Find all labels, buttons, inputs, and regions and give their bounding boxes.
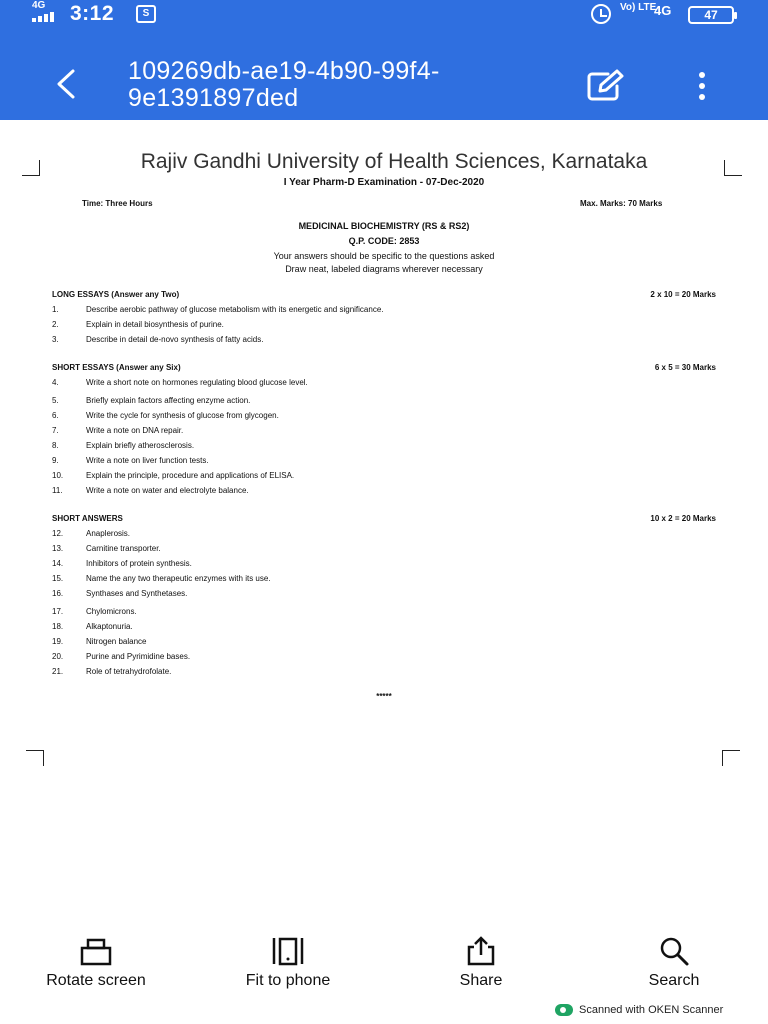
scanner-watermark-text: Scanned with OKEN Scanner bbox=[579, 1004, 724, 1016]
question-text: Alkaptonuria. bbox=[86, 622, 133, 631]
question-text: Chylomicrons. bbox=[86, 607, 137, 616]
question-item bbox=[52, 411, 279, 420]
share-button[interactable] bbox=[401, 934, 561, 994]
question-item bbox=[52, 471, 294, 480]
status-bar bbox=[0, 0, 768, 30]
fit-to-phone-button[interactable] bbox=[208, 934, 368, 994]
share-icon bbox=[464, 935, 498, 967]
section-marks-short-answers: 10 x 2 = 20 Marks bbox=[650, 514, 716, 523]
question-item bbox=[52, 544, 161, 553]
question-item bbox=[52, 486, 249, 495]
end-of-paper-mark: ***** bbox=[376, 692, 392, 701]
instruction-line: Your answers should be specific to the questions asked bbox=[273, 251, 495, 261]
question-number: 17. bbox=[52, 607, 64, 616]
question-number: 13. bbox=[52, 544, 64, 553]
question-text: Synthases and Synthetases. bbox=[86, 589, 188, 598]
question-number: 14. bbox=[52, 559, 64, 568]
question-number: 18. bbox=[52, 622, 64, 631]
section-marks-short-essays: 6 x 5 = 30 Marks bbox=[654, 363, 716, 372]
question-text: Role of tetrahydrofolate. bbox=[86, 667, 172, 676]
question-number: 2. bbox=[52, 320, 59, 329]
question-number: 3. bbox=[52, 335, 59, 344]
question-text: Describe aerobic pathway of glucose metabolism with its energetic and significance. bbox=[86, 305, 384, 314]
question-text: Carnitine transporter. bbox=[86, 544, 161, 553]
question-text: Nitrogen balance bbox=[86, 637, 147, 646]
search-button[interactable] bbox=[594, 934, 754, 994]
question-text: Write a note on DNA repair. bbox=[86, 426, 184, 435]
search-label: Search bbox=[648, 972, 700, 989]
document-viewer[interactable] bbox=[0, 120, 768, 920]
scanner-watermark bbox=[555, 1002, 723, 1018]
bottom-toolbar bbox=[0, 934, 768, 994]
question-text: Write a short note on hormones regulating blood glucose level. bbox=[86, 378, 308, 387]
edit-icon bbox=[584, 68, 626, 104]
question-item bbox=[52, 441, 194, 450]
question-number: 10. bbox=[52, 471, 64, 480]
question-item bbox=[52, 456, 209, 465]
question-number: 9. bbox=[52, 456, 59, 465]
question-item bbox=[52, 396, 250, 405]
back-button[interactable] bbox=[40, 58, 92, 110]
rotate-screen-icon bbox=[76, 936, 116, 966]
question-text: Explain in detail biosynthesis of purine. bbox=[86, 320, 224, 329]
question-text: Purine and Pyrimidine bases. bbox=[86, 652, 191, 661]
status-time: 3:12 bbox=[70, 2, 115, 25]
max-marks: Max. Marks: 70 Marks bbox=[580, 199, 663, 208]
question-item bbox=[52, 607, 137, 616]
rotate-screen-label: Rotate screen bbox=[46, 972, 146, 989]
network-type: 4G bbox=[654, 3, 672, 18]
question-item bbox=[52, 667, 171, 676]
share-label: Share bbox=[459, 972, 503, 989]
signal-bars-icon bbox=[32, 12, 54, 22]
fit-to-phone-label: Fit to phone bbox=[245, 972, 331, 989]
question-text: Inhibitors of protein synthesis. bbox=[86, 559, 192, 568]
university-name: Rajiv Gandhi University of Health Sciences, Karnataka bbox=[140, 150, 648, 173]
app-header bbox=[0, 0, 768, 120]
question-number: 19. bbox=[52, 637, 64, 646]
question-item bbox=[52, 574, 271, 583]
network-label: 4G bbox=[32, 0, 46, 11]
qp-code: Q.P. CODE: 2853 bbox=[348, 236, 420, 246]
question-number: 5. bbox=[52, 396, 59, 405]
question-item bbox=[52, 529, 130, 538]
question-number: 11. bbox=[52, 486, 63, 495]
question-text: Name the any two therapeutic enzymes with its use. bbox=[86, 574, 271, 583]
document-title: 109269db-ae19-4b90-99f4-9e1391897ded bbox=[128, 57, 440, 112]
question-number: 20. bbox=[52, 652, 64, 661]
section-title-long-essays: LONG ESSAYS (Answer any Two) bbox=[52, 290, 180, 299]
rotate-screen-button[interactable] bbox=[16, 934, 176, 994]
question-text: Briefly explain factors affecting enzyme action. bbox=[86, 396, 251, 405]
question-text: Anaplerosis. bbox=[86, 529, 131, 538]
more-options-button[interactable] bbox=[684, 64, 720, 108]
notification-icon: S bbox=[136, 5, 156, 23]
question-item bbox=[52, 335, 263, 344]
battery-icon: 47 bbox=[688, 6, 734, 24]
question-text: Explain briefly atherosclerosis. bbox=[86, 441, 195, 450]
search-icon bbox=[657, 935, 691, 967]
question-item bbox=[52, 426, 183, 435]
scanner-logo-icon bbox=[555, 1004, 573, 1016]
subject-title: MEDICINAL BIOCHEMISTRY (RS & RS2) bbox=[298, 221, 470, 231]
question-number: 21. bbox=[52, 667, 64, 676]
question-item bbox=[52, 652, 190, 661]
instruction-line: Draw neat, labeled diagrams wherever necessary bbox=[285, 264, 483, 274]
question-number: 6. bbox=[52, 411, 59, 420]
crop-mark-bottom-right bbox=[722, 750, 740, 766]
question-item bbox=[52, 378, 308, 387]
question-item bbox=[52, 589, 187, 598]
question-text: Write the cycle for synthesis of glucose from glycogen. bbox=[86, 411, 279, 420]
crop-mark-bottom-left bbox=[26, 750, 44, 766]
question-item bbox=[52, 559, 192, 568]
more-vertical-icon bbox=[698, 71, 706, 101]
question-number: 15. bbox=[52, 574, 64, 583]
question-number: 1. bbox=[52, 305, 59, 314]
edit-button[interactable] bbox=[580, 64, 630, 108]
question-item bbox=[52, 622, 133, 631]
question-text: Explain the principle, procedure and applications of ELISA. bbox=[86, 471, 295, 480]
section-marks-long-essays: 2 x 10 = 20 Marks bbox=[650, 290, 716, 299]
fit-to-phone-icon bbox=[271, 935, 305, 967]
question-number: 4. bbox=[52, 378, 59, 387]
question-text: Write a note on liver function tests. bbox=[86, 456, 209, 465]
question-text: Describe in detail de-novo synthesis of fatty acids. bbox=[86, 335, 264, 344]
question-text: Write a note on water and electrolyte balance. bbox=[86, 486, 249, 495]
alarm-icon bbox=[591, 4, 611, 24]
question-number: 16. bbox=[52, 589, 64, 598]
question-number: 8. bbox=[52, 441, 59, 450]
question-number: 12. bbox=[52, 529, 64, 538]
question-number: 7. bbox=[52, 426, 59, 435]
exam-title: I Year Pharm-D Examination - 07-Dec-2020 bbox=[283, 177, 485, 188]
question-item bbox=[52, 637, 146, 646]
exam-duration: Time: Three Hours bbox=[82, 199, 153, 208]
question-item bbox=[52, 305, 383, 314]
section-title-short-essays: SHORT ESSAYS (Answer any Six) bbox=[52, 363, 181, 372]
question-item bbox=[52, 320, 224, 329]
signal-indicator bbox=[32, 2, 58, 24]
volte-indicator: Vo) LTE bbox=[620, 2, 657, 13]
back-chevron-icon bbox=[53, 67, 79, 101]
section-title-short-answers: SHORT ANSWERS bbox=[52, 514, 123, 523]
